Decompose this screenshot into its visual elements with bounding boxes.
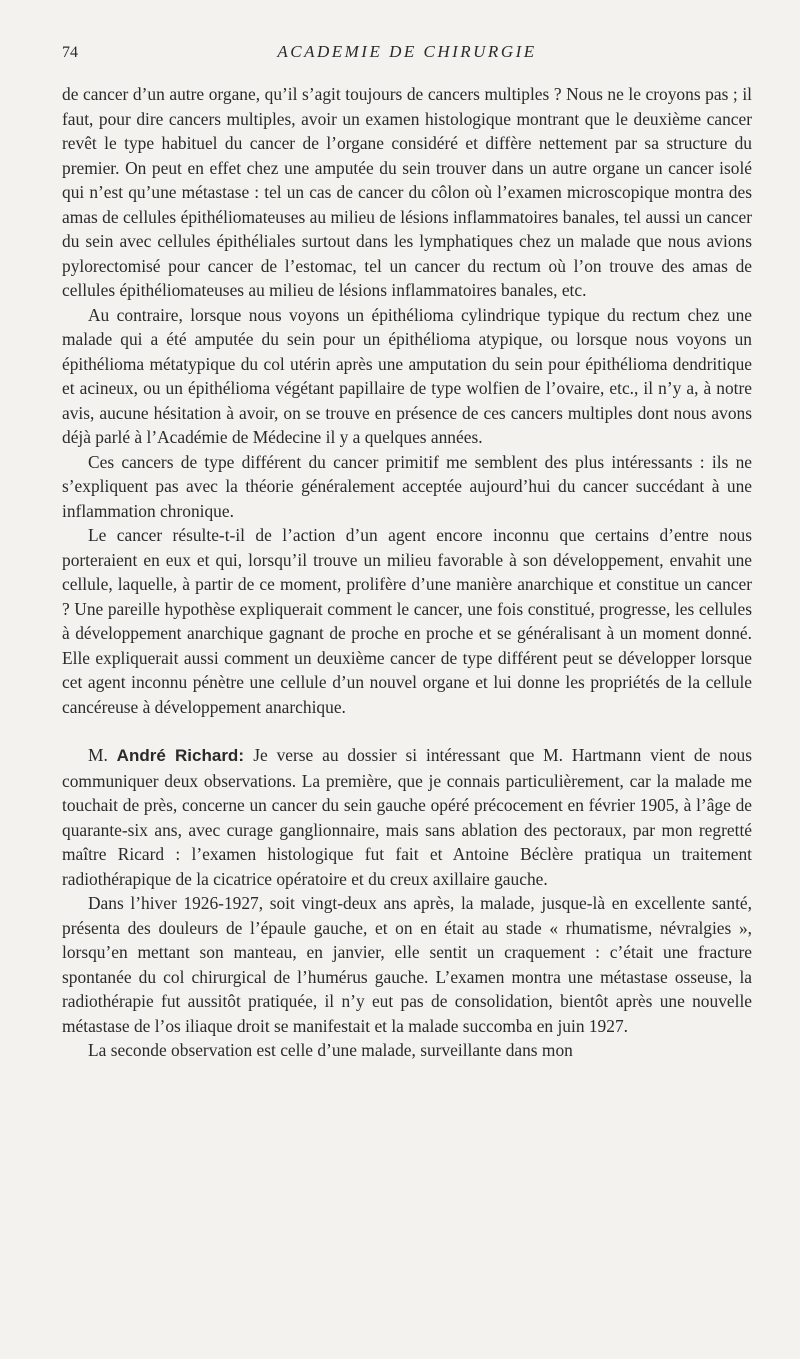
page-number: 74 xyxy=(62,44,78,61)
page-header xyxy=(62,40,752,68)
speaker-name: André Richard xyxy=(116,746,239,765)
paragraph: de cancer d’un autre organe, qu’il s’agit toujours de cancers multiples ? Nous ne le croyons pas ; il faut, pour dire cancers multiples, avoir un examen histologique montrant que le deuxième cancer revêt le type habituel du cancer de l’organe considéré et diffère nettement par sa structure du premier. On peut en effet chez une amputée du sein trouver dans un autre organe un cancer isolé qui n’est qu’une métastase : tel un cas de cancer du côlon où l’examen microscopique montra des amas de cellules épithéliomateuses au milieu de lésions inflammatoires banales, tel aussi un cancer du sein avec cellules épithéliales surtout dans les lymphatiques chez un malade que nous avions pylorectomisé pour cancer de l’estomac, tel un cancer du rectum où l’on trouve des amas de cellules épithéliomateuses au milieu de lésions inflammatoires banales, etc. xyxy=(62,84,752,300)
paragraph: Au contraire, lorsque nous voyons un épithélioma cylindrique typique du rectum chez une malade qui a été amputée du sein pour un épithélioma atypique, ou lorsque nous voyons un épithélioma métatypique du col utérin après une amputation du sein pour épithélioma dendritique et acineux, ou un épithélioma végétant papillaire de type wolfien de l’ovaire, etc., il n’y a, à notre avis, aucune hésitation à avoir, on se trouve en présence de ces cancers multiples dont nous avons déjà parlé à l’Académie de Médecine il y a quelques années. xyxy=(62,304,752,447)
paragraph: Ces cancers de type différent du cancer primitif me semblent des plus intéressants : ils ne s’expliquent pas avec la théorie généralement acceptée aujourd’hui du cancer succédant à une inflammation chronique. xyxy=(62,451,752,521)
page xyxy=(62,40,752,1063)
paragraph: La seconde observation est celle d’une malade, surveillante dans mon xyxy=(88,1040,573,1060)
richard-intervention xyxy=(62,743,752,891)
paragraph: Dans l’hiver 1926-1927, soit vingt-deux ans après, la malade, jusque-là en excellente santé, présenta des douleurs de l’épaule gauche, et on en était au stade « rhumatisme, névralgies », lorsqu’en mettant son manteau, en janvier, elle sentit un craquement : c’était une fracture spontanée du col chirurgical de l’humérus gauche. L’examen montra une métastase osseuse, la radiothérapie fut aussitôt pratiquée, il n’y eut pas de consolidation, bientôt après une nouvelle métastase de l’os iliaque droit se manifestait et la malade succomba en juin 1927. xyxy=(62,893,752,1036)
speaker-prefix: M. xyxy=(88,745,117,765)
paragraph: Le cancer résulte-t-il de l’action d’un agent encore inconnu que certains d’entre nous porteraient en eux et qui, lorsqu’il trouve un milieu favorable à son développement, envahit une cellule, laquelle, à partir de ce moment, prolifère d’une manière anarchique et constitue un cancer ? Une pareille hypothèse expliquerait comment le cancer, une fois constitué, progresse, les cellules à développement anarchique gagnant de proche en proche et se généralisant à un moment donné. Elle expliquerait aussi comment un deuxième cancer de type différent peut se développer lorsque cet agent inconnu pénètre une cellule d’un nouvel organe et lui donne les propriétés de la cellule cancéreuse à développement anarchique. xyxy=(62,525,752,717)
speaker-colon: : xyxy=(238,746,254,765)
running-title: ACADEMIE DE CHIRURGIE xyxy=(277,42,537,61)
intervention-text: Je verse au dossier si intéressant que M. Hartmann vient de nous communiquer deux observations. La première, que je connais particulièrement, car la malade me touchait de près, concerne un cancer du sein gauche opéré précocement en février 1905, à l’âge de quarante-six ans, avec curage ganglionnaire, mais sans ablation des pectoraux, par mon regretté maître Ricard : l’examen histologique fut fait et Antoine Béclère pratiqua un traitement radiothérapique de la cicatrice opératoire et du creux axillaire gauche. xyxy=(62,745,752,889)
